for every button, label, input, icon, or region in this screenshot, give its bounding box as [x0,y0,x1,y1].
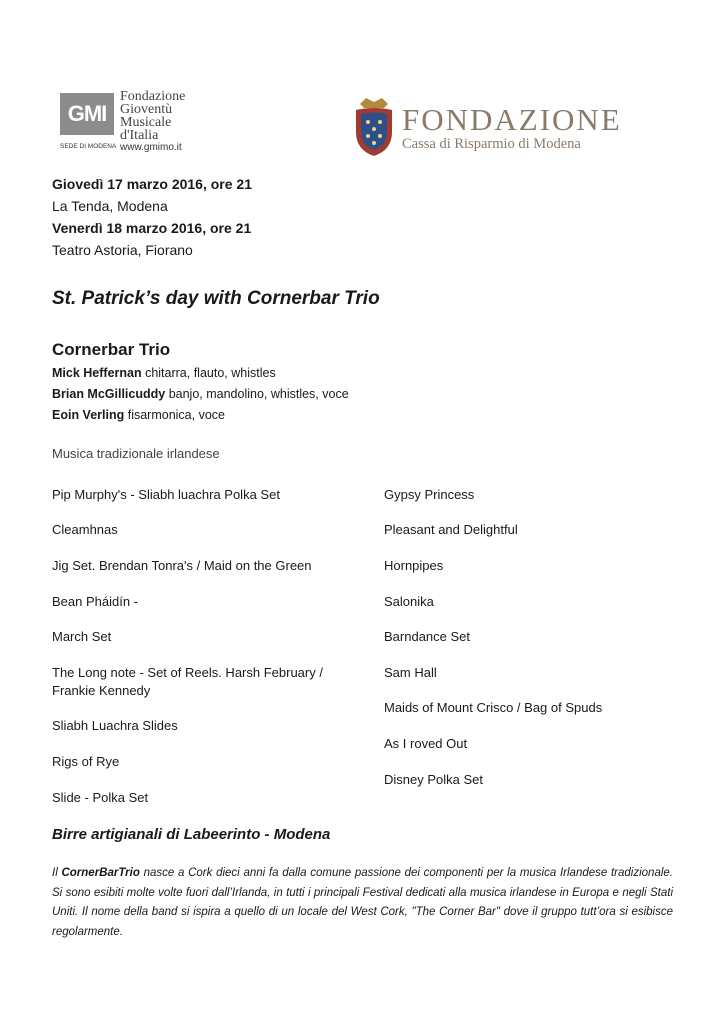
date-2: Venerdì 18 marzo 2016, ore 21 [52,220,252,236]
band-member [52,406,225,424]
band-description [52,864,673,942]
setlist-item: March Set [52,629,112,644]
setlist-item: Rigs of Rye [52,754,120,769]
member-name: Mick Heffernan [52,366,142,380]
setlist-item: Bean Pháidín - [52,594,139,609]
venue-1: La Tenda, Modena [52,198,168,214]
member-instruments: banjo, mandolino, whistles, voce [165,387,349,401]
setlist-right [384,486,684,796]
event-title: St. Patrick’s day with Cornerbar Trio [52,288,380,309]
setlist-item: Cleamhnas [52,522,118,537]
setlist-item: Pip Murphy's - Sliabh luachra Polka Set [52,487,280,502]
setlist-item: Hornpipes [384,558,444,573]
crest-icon [352,98,396,158]
member-name: Brian McGillicuddy [52,387,166,401]
setlist-item: The Long note - Set of Reels. Harsh February / Frankie Kennedy [52,665,323,698]
setlist-item: Salonika [384,594,434,609]
beer-sponsor: Birre artigianali di Labeerinto - Modena [52,826,331,843]
member-instruments: chitarra, flauto, whistles [141,366,276,380]
band-member [52,364,276,382]
setlist-item: Gypsy Princess [384,487,475,502]
setlist-item: Sliabh Luachra Slides [52,718,178,733]
gmi-logo-name: Fondazione Gioventù Musicale d'Italia [120,89,186,143]
fondazione-logo [352,98,642,160]
setlist-left [52,486,352,816]
setlist-item: Pleasant and Delightful [384,522,518,537]
gmi-logo-sede: SEDE DI MODENA [60,143,117,150]
description-text: nasce a Cork dieci anni fa dalla comune passione dei componenti per la musica Irlandese tradizionale. Si sono esibiti molte volte fuori dall’Irlanda, in tutti i principali Festival dedicati alla musica irlandese in Europa e negli Stati Uniti. Il nome della band si ispira a quello di un locale del West Cork, "The Corner Bar" dove il gruppo tutt’ora si esibisce regolarmente. [52,867,673,938]
setlist-item: Maids of Mount Crisco / Bag of Spuds [384,700,603,715]
gmi-logo-url: www.gmimo.it [120,142,182,153]
setlist-item: Disney Polka Set [384,772,483,787]
description-band-name: CornerBarTrio [61,867,140,879]
date-1: Giovedì 17 marzo 2016, ore 21 [52,176,252,192]
setlist-item: Slide - Polka Set [52,790,149,805]
gmi-logo-mark: GMI [60,93,114,135]
genre-label: Musica tradizionale irlandese [52,446,220,461]
description-prefix: Il [52,867,62,879]
setlist-item: Sam Hall [384,665,437,680]
band-member [52,385,349,403]
venue-2: Teatro Astoria, Fiorano [52,242,193,258]
member-name: Eoin Verling [52,408,125,422]
band-name: Cornerbar Trio [52,340,171,359]
gmi-logo [60,90,210,156]
setlist-item: Jig Set. Brendan Tonra's / Maid on the Green [52,558,312,573]
setlist-item: As I roved Out [384,736,468,751]
member-instruments: fisarmonica, voce [124,408,225,422]
fondazione-logo-title: FONDAZIONE [402,102,622,137]
setlist-item: Barndance Set [384,629,471,644]
fondazione-logo-subtitle: Cassa di Risparmio di Modena [402,136,581,152]
